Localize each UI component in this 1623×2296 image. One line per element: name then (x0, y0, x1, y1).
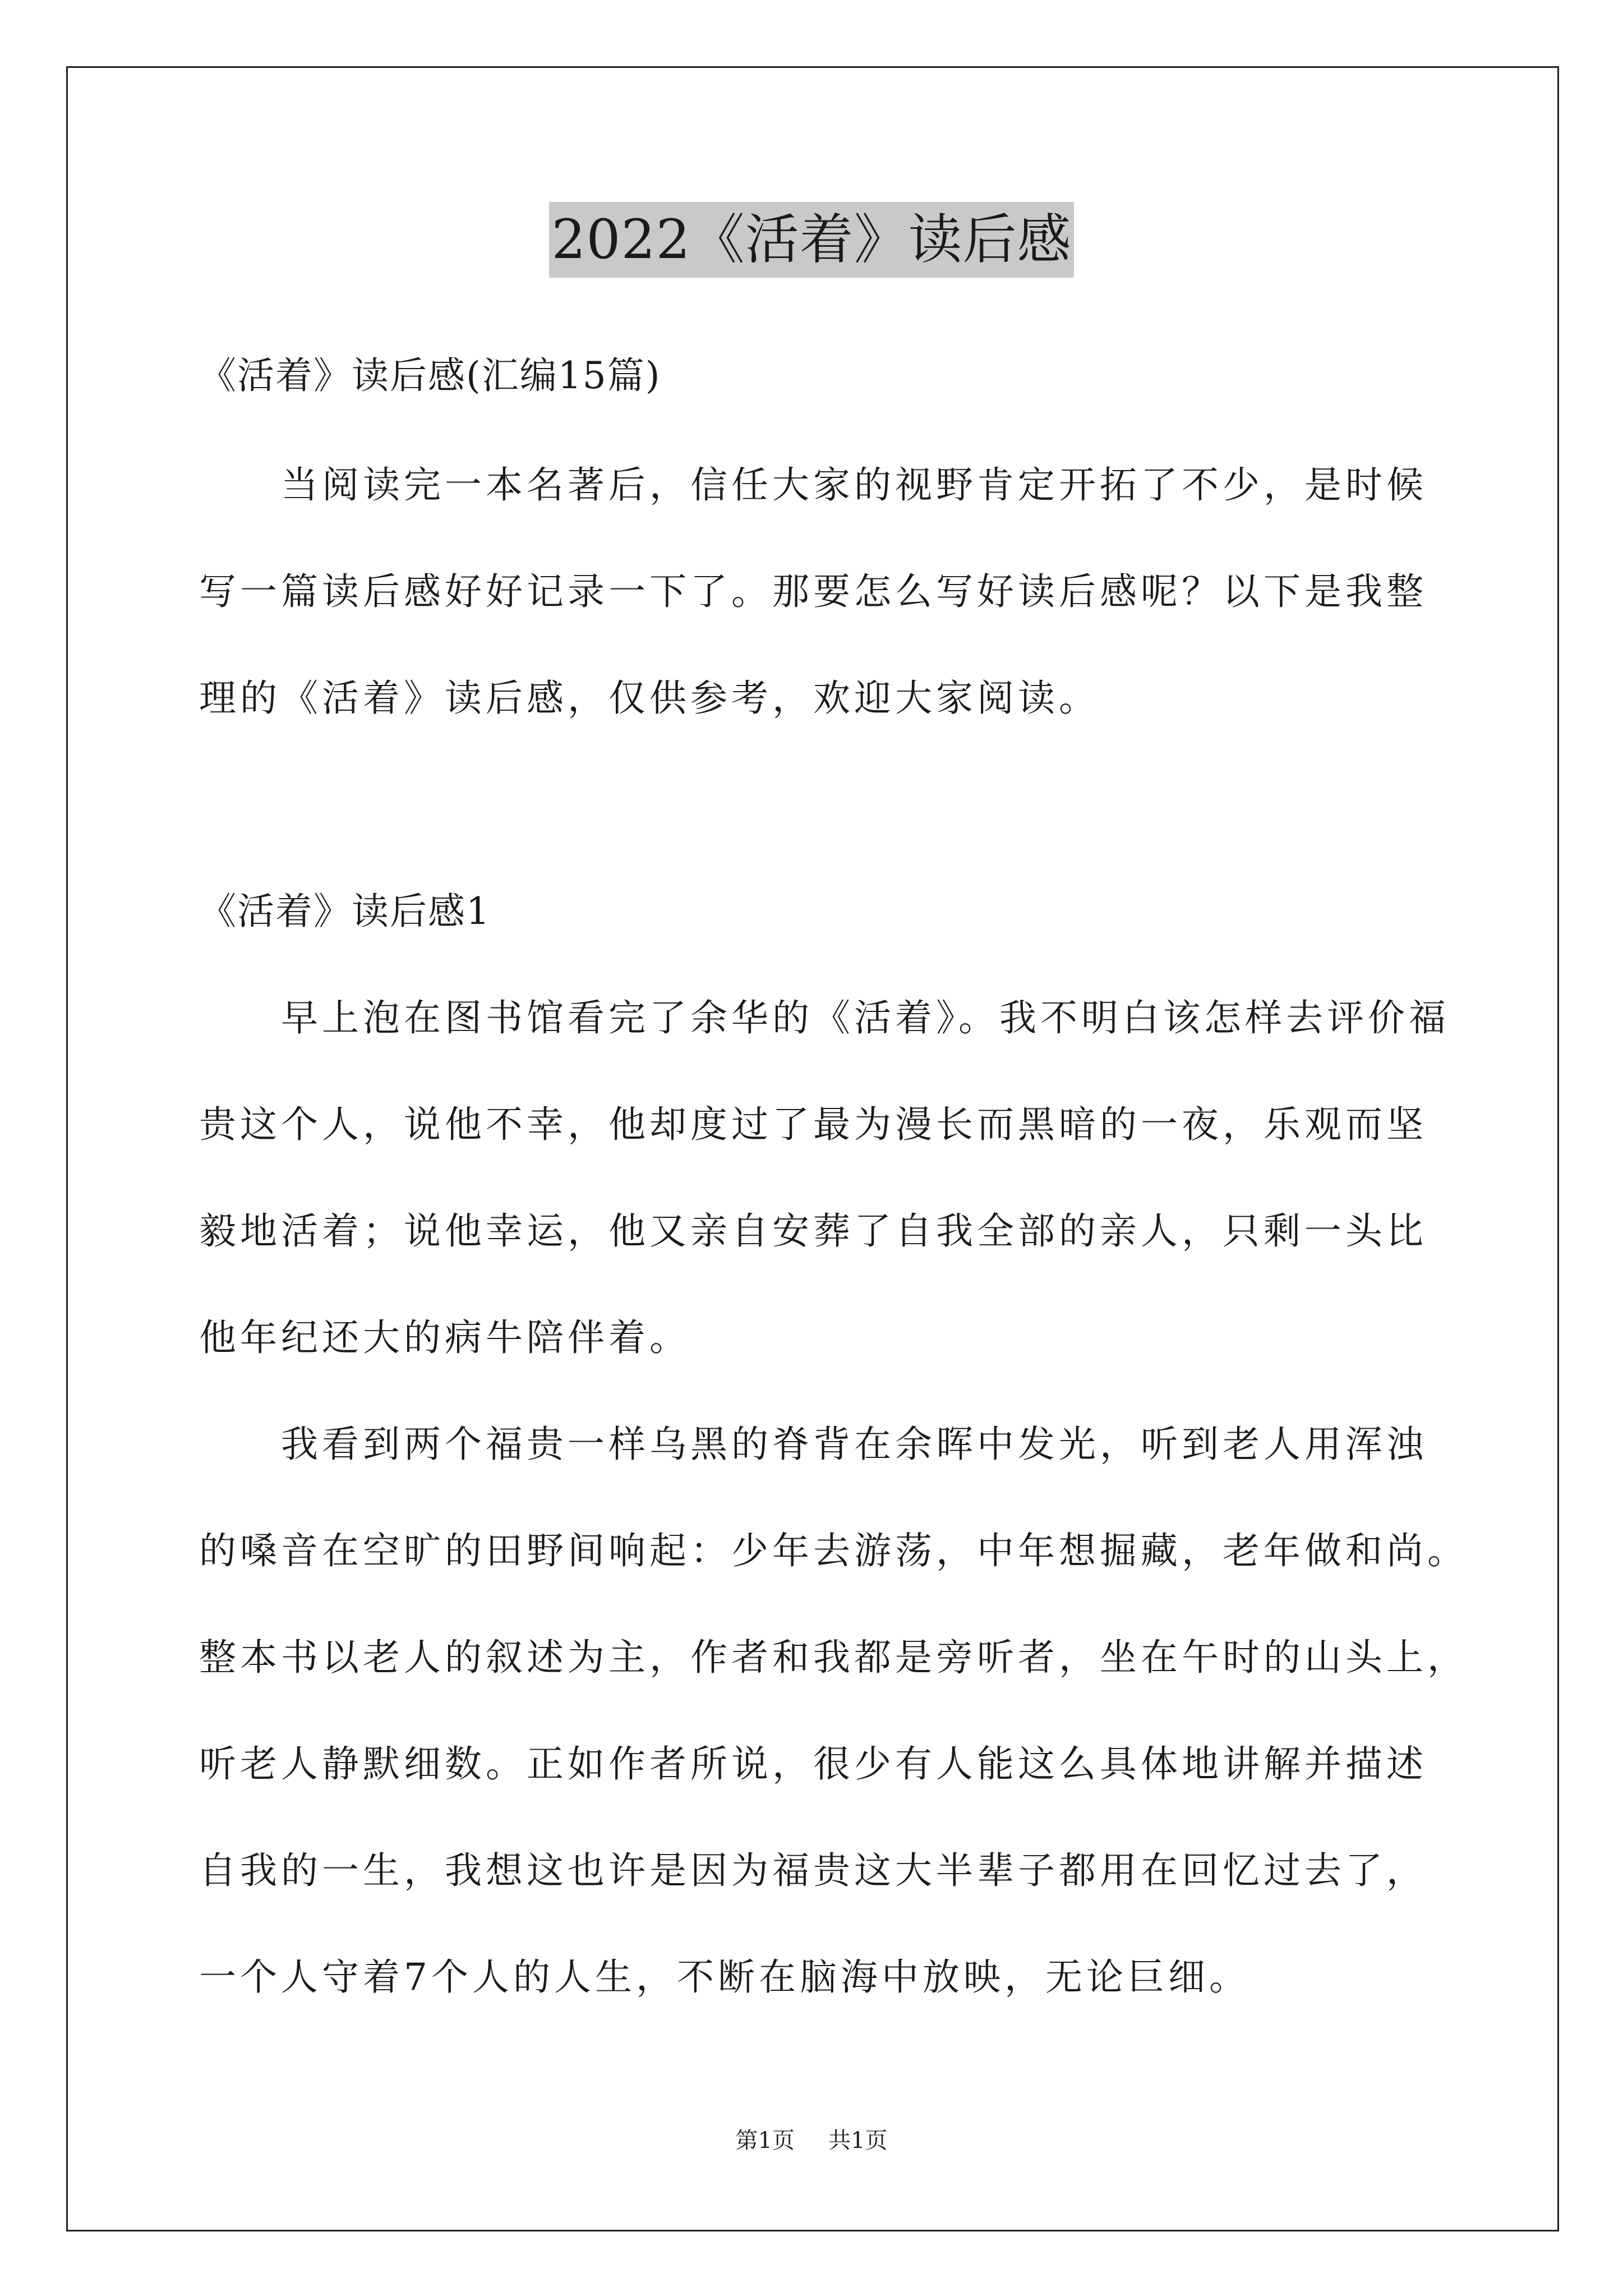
paragraph2-line-2: 的嗓音在空旷的田野间响起：少年去游荡，中年想掘藏，老年做和尚。 (199, 1529, 1468, 1572)
page-footer (0, 2125, 1623, 2156)
intro-line-2: 写一篇读后感好好记录一下了。那要怎么写好读后感呢？以下是我整 (199, 570, 1427, 613)
paragraph1-line-3: 毅地活着；说他幸运，他又亲自安葬了自我全部的亲人，只剩一头比 (199, 1209, 1427, 1253)
paragraph1-line-1: 早上泡在图书馆看完了余华的《活着》。我不明白该怎样去评价福 (199, 996, 1450, 1039)
intro-line-3: 理的《活着》读后感，仅供参考，欢迎大家阅读。 (199, 677, 1100, 720)
paragraph2-line-4: 听老人静默细数。正如作者所说，很少有人能这么具体地讲解并描述 (199, 1742, 1427, 1786)
paragraph2-line-6: 一个人守着7个人的人生，不断在脑海中放映，无论巨细。 (199, 1955, 1250, 1999)
paragraph2-line-1: 我看到两个福贵一样乌黑的脊背在余晖中发光，听到老人用浑浊 (199, 1423, 1427, 1466)
page-number-current: 第1页 (735, 2128, 795, 2154)
paragraph1-line-2: 贵这个人，说他不幸，他却度过了最为漫长而黑暗的一夜，乐观而坚 (199, 1103, 1427, 1146)
paragraph2-line-5: 自我的一生，我想这也许是因为福贵这大半辈子都用在回忆过去了， (199, 1849, 1427, 1892)
paragraph1-line-4: 他年纪还大的病牛陪伴着。 (199, 1316, 690, 1359)
intro-line-1: 当阅读完一本名著后，信任大家的视野肯定开拓了不少，是时候 (199, 463, 1427, 507)
paragraph2-line-3: 整本书以老人的叙述为主，作者和我都是旁听者，坐在午时的山头上， (199, 1636, 1468, 1679)
title-container (0, 202, 1623, 278)
page-number-total: 共1页 (828, 2128, 888, 2154)
document-title: 2022《活着》读后感 (549, 202, 1073, 278)
document-subtitle: 《活着》读后感(汇编15篇) (199, 354, 661, 397)
section-heading: 《活着》读后感1 (199, 890, 491, 933)
